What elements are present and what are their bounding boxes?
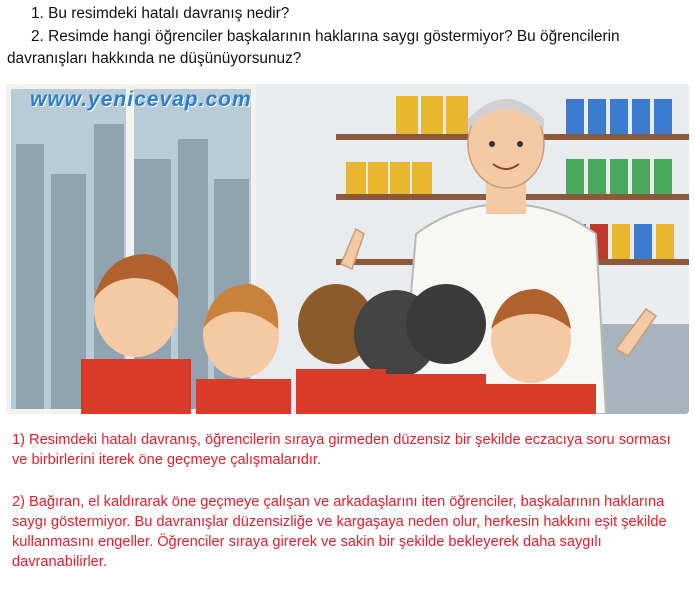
watermark-text: www.yenicevap.com (30, 88, 252, 111)
answer-1: 1) Resimdeki hatalı davranış, öğrencilerin sıraya girmeden düzensiz bir şekilde eczacıya soru sorması ve birbirlerini iterek öne geçmeye çalışmalarıdır. (12, 432, 671, 468)
question-1: 1. Bu resimdeki hatalı davranış nedir? (31, 5, 290, 22)
answer-2: 2) Bağıran, el kaldırarak öne geçmeye çalışan ve arkadaşlarını iten öğrenciler, başkalarının haklarına saygı göstermiyor. Bu davranışlar düzensizliğe ve kargaşaya neden olur, herkesin hakkını eşit şekilde kullanmasını engeller. Öğrenciler sıraya girerek ve sakin bir şekilde bekleyerek daha saygılı davranabilirler. (12, 494, 667, 570)
pharmacy-scene-drawing (6, 84, 689, 414)
pharmacy-scene-illustration (6, 84, 689, 414)
question-2: 2. Resimde hangi öğrenciler başkalarının haklarına saygı göstermiyor? Bu öğrencilerin davranışları hakkında ne düşünüyorsunuz? (7, 28, 620, 67)
answers-block (12, 430, 690, 594)
